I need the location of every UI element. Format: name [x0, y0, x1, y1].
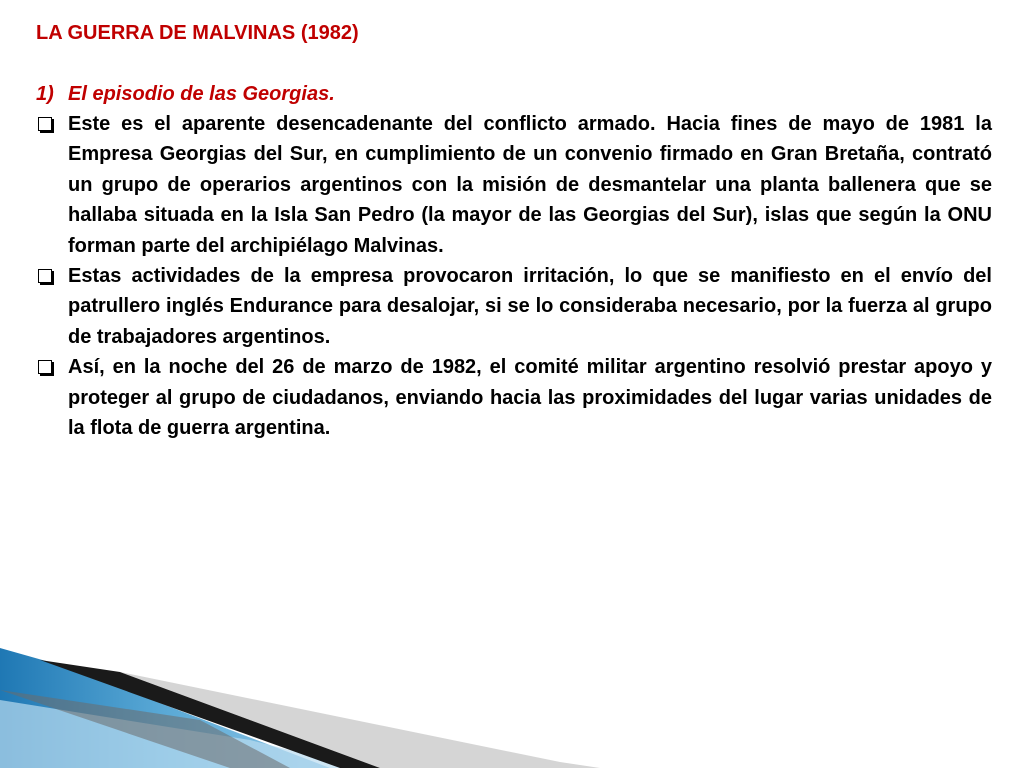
bullet-item [36, 352, 992, 443]
section-number: 1) [36, 83, 54, 105]
decor-dark-stripe [40, 660, 380, 768]
section-title: El episodio de las Georgias. [68, 83, 335, 105]
slide-content [36, 18, 992, 443]
decor-light-wedge [0, 700, 360, 768]
checkbox-square-icon [38, 360, 52, 374]
decor-thin-line [120, 672, 600, 768]
bullet-item [36, 261, 992, 352]
checkbox-square-icon [38, 269, 52, 283]
slide-title: LA GUERRA DE MALVINAS (1982) [36, 22, 359, 44]
bullet-list [36, 109, 992, 443]
bullet-text: Este es el aparente desencadenante del conflicto armado. Hacia fines de mayo de 1981 la Empresa Georgias del Sur, en cumplimiento de un convenio firmado en Gran Bretaña, contrató un grupo de operarios argentinos con la misión de desmantelar una planta ballenera que se hallaba situada en la Isla San Pedro (la mayor de las Georgias del Sur), islas que según la ONU forman parte del archipiélago Malvinas. [68, 113, 992, 257]
section-heading [36, 79, 992, 109]
decor-gray-stripe [0, 690, 290, 768]
checkbox-square-icon [38, 117, 52, 131]
bullet-item [36, 109, 992, 261]
bullet-text: Estas actividades de la empresa provocaron irritación, lo que se manifiesto en el envío del patrullero inglés Endurance para desalojar, si se lo consideraba necesario, por la fuerza al grupo de trabajadores argentinos. [68, 265, 992, 348]
decor-blue-wedge [0, 648, 330, 768]
bullet-text: Así, en la noche del 26 de marzo de 1982, el comité militar argentino resolvió prestar apoyo y proteger al grupo de ciudadanos, enviando hacia las proximidades del lugar varias unidades de la flota de guerra argentina. [68, 356, 992, 440]
